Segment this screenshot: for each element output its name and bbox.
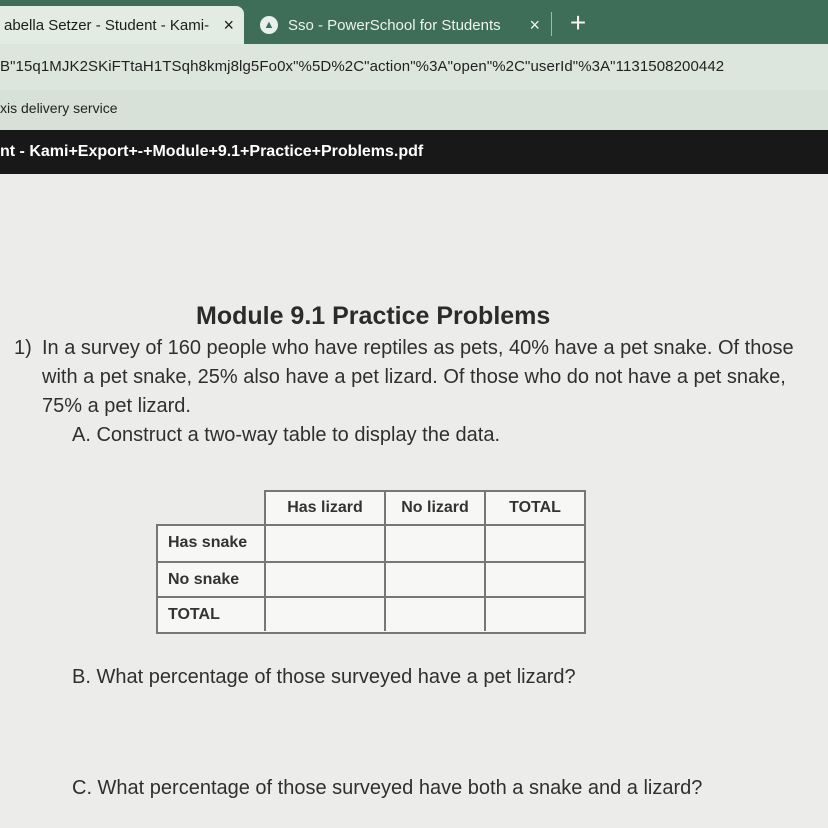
address-bar[interactable] (0, 44, 828, 90)
table-cell[interactable] (384, 526, 484, 561)
table-cell[interactable] (384, 598, 484, 631)
problem-text: In a survey of 160 people who have reptiles as pets, 40% have a pet snake. Of those with a pet snake, 25% also have a pet lizard. Of those who do not have a pet snake, 75% a pet lizard. (42, 337, 794, 417)
column-header-has-lizard: Has lizard (287, 499, 363, 516)
tab-kami[interactable] (0, 6, 244, 44)
table-cell[interactable] (264, 526, 384, 561)
table-row (158, 561, 584, 596)
pdf-page (0, 174, 828, 828)
tab-strip (0, 0, 828, 44)
column-header-total: TOTAL (484, 492, 584, 524)
close-icon[interactable]: × (529, 14, 540, 35)
column-header-no-lizard: No lizard (384, 492, 484, 524)
tab-separator (551, 12, 552, 36)
bookmarks-bar (0, 90, 828, 130)
part-c-question: C. What percentage of those surveyed have both a snake and a lizard? (72, 777, 703, 799)
table-cell[interactable] (384, 563, 484, 596)
table-cell[interactable] (484, 563, 584, 596)
problem-number: 1) (14, 337, 32, 359)
url-text[interactable]: B"15q1MJK2SKiFTtaH1TSqh8kmj8lg5Fo0x"%5D%2C"action"%3A"open"%2C"userId"%3A"1131508200442 (0, 58, 725, 75)
row-label-no-snake: No snake (168, 571, 240, 588)
table-cell[interactable] (484, 598, 584, 631)
close-icon[interactable]: × (223, 14, 234, 35)
part-a-question: A. Construct a two-way table to display the data. (72, 424, 500, 446)
page-title: Module 9.1 Practice Problems (196, 302, 551, 330)
table-header-row (264, 490, 586, 526)
bookmark-item[interactable]: xis delivery service (0, 100, 118, 116)
table-row (158, 526, 584, 561)
two-way-table (156, 524, 586, 634)
problem-1 (14, 334, 804, 421)
part-b-question: B. What percentage of those surveyed have a pet lizard? (72, 666, 576, 688)
row-label-total: TOTAL (168, 606, 220, 623)
table-cell[interactable] (264, 598, 384, 631)
new-tab-button[interactable]: + (569, 7, 587, 38)
tab-powerschool[interactable] (250, 6, 550, 44)
row-label-has-snake: Has snake (168, 534, 248, 551)
file-name: nt - Kami+Export+-+Module+9.1+Practice+Problems.pdf (0, 143, 424, 160)
tab-kami-title: abella Setzer - Student - Kami- (4, 16, 210, 34)
tab-powerschool-title: Sso - PowerSchool for Students (288, 16, 501, 34)
pdf-viewer-toolbar (0, 130, 828, 174)
table-cell[interactable] (264, 563, 384, 596)
powerschool-favicon-icon: ▲ (260, 16, 278, 34)
table-row (158, 596, 584, 631)
table-cell[interactable] (484, 526, 584, 561)
